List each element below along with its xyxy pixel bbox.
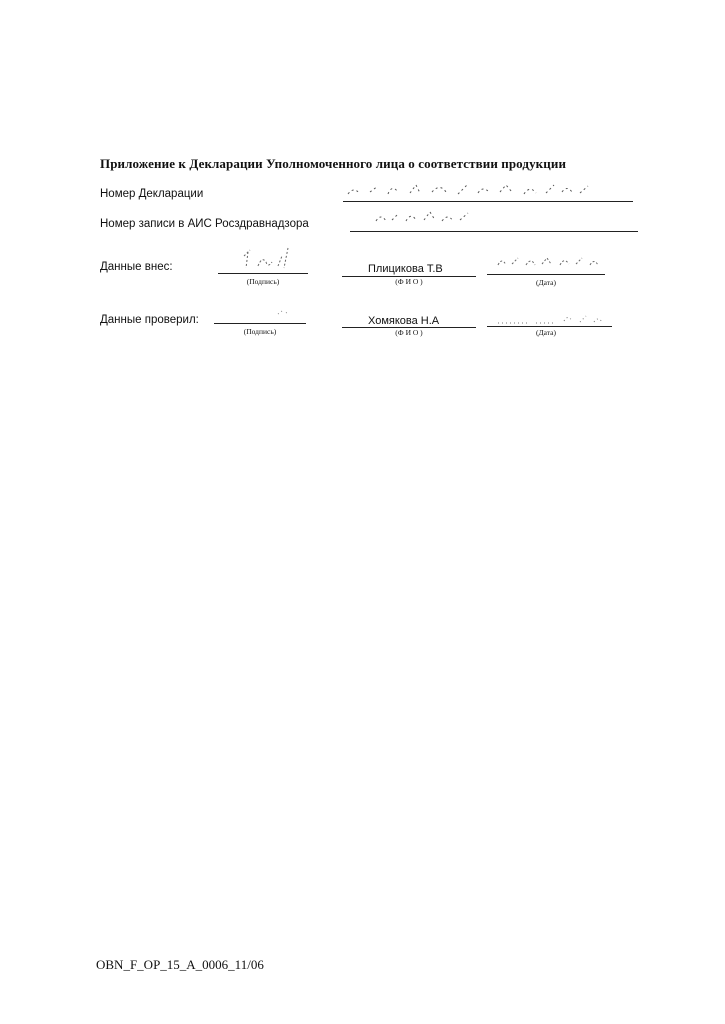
entered-by-signature-line: [218, 273, 308, 274]
ais-record-number-line: [350, 231, 638, 232]
entered-by-signature: [228, 244, 308, 274]
ais-record-number-label: Номер записи в АИС Росздравнадзора: [100, 218, 309, 230]
checked-by-signature-caption: (Подпись): [243, 327, 277, 336]
entered-by-name-caption: (Ф И О ): [395, 277, 423, 286]
declaration-number-label: Номер Декларации: [100, 188, 204, 200]
checked-by-name-caption: (Ф И О ): [395, 328, 423, 337]
checked-by-name: Хомякова Н.А: [368, 315, 440, 327]
checked-by-date-line: [487, 326, 612, 327]
checked-by-signature-line: [214, 323, 306, 324]
entered-by-signature-caption: (Подпись): [246, 277, 280, 286]
page-title: Приложение к Декларации Уполномоченного лица о соответствии продукции: [100, 156, 567, 171]
entered-by-label: Данные внес:: [100, 261, 173, 273]
ais-record-number-handwritten-value: [370, 206, 480, 228]
entered-by-date-line: [487, 274, 605, 275]
entered-by-date-caption: (Дата): [536, 278, 556, 287]
entered-by-date-handwritten: [490, 251, 610, 273]
declaration-number-line: [343, 201, 633, 202]
checked-by-signature: [268, 306, 308, 320]
checked-by-label: Данные проверил:: [100, 314, 199, 326]
declaration-number-handwritten-value: [340, 178, 600, 202]
footer-form-code: OBN_F_OP_15_A_0006_11/06: [96, 957, 264, 972]
entered-by-name: Плицикова Т.В: [368, 263, 443, 275]
checked-by-date-caption: (Дата): [536, 328, 556, 337]
